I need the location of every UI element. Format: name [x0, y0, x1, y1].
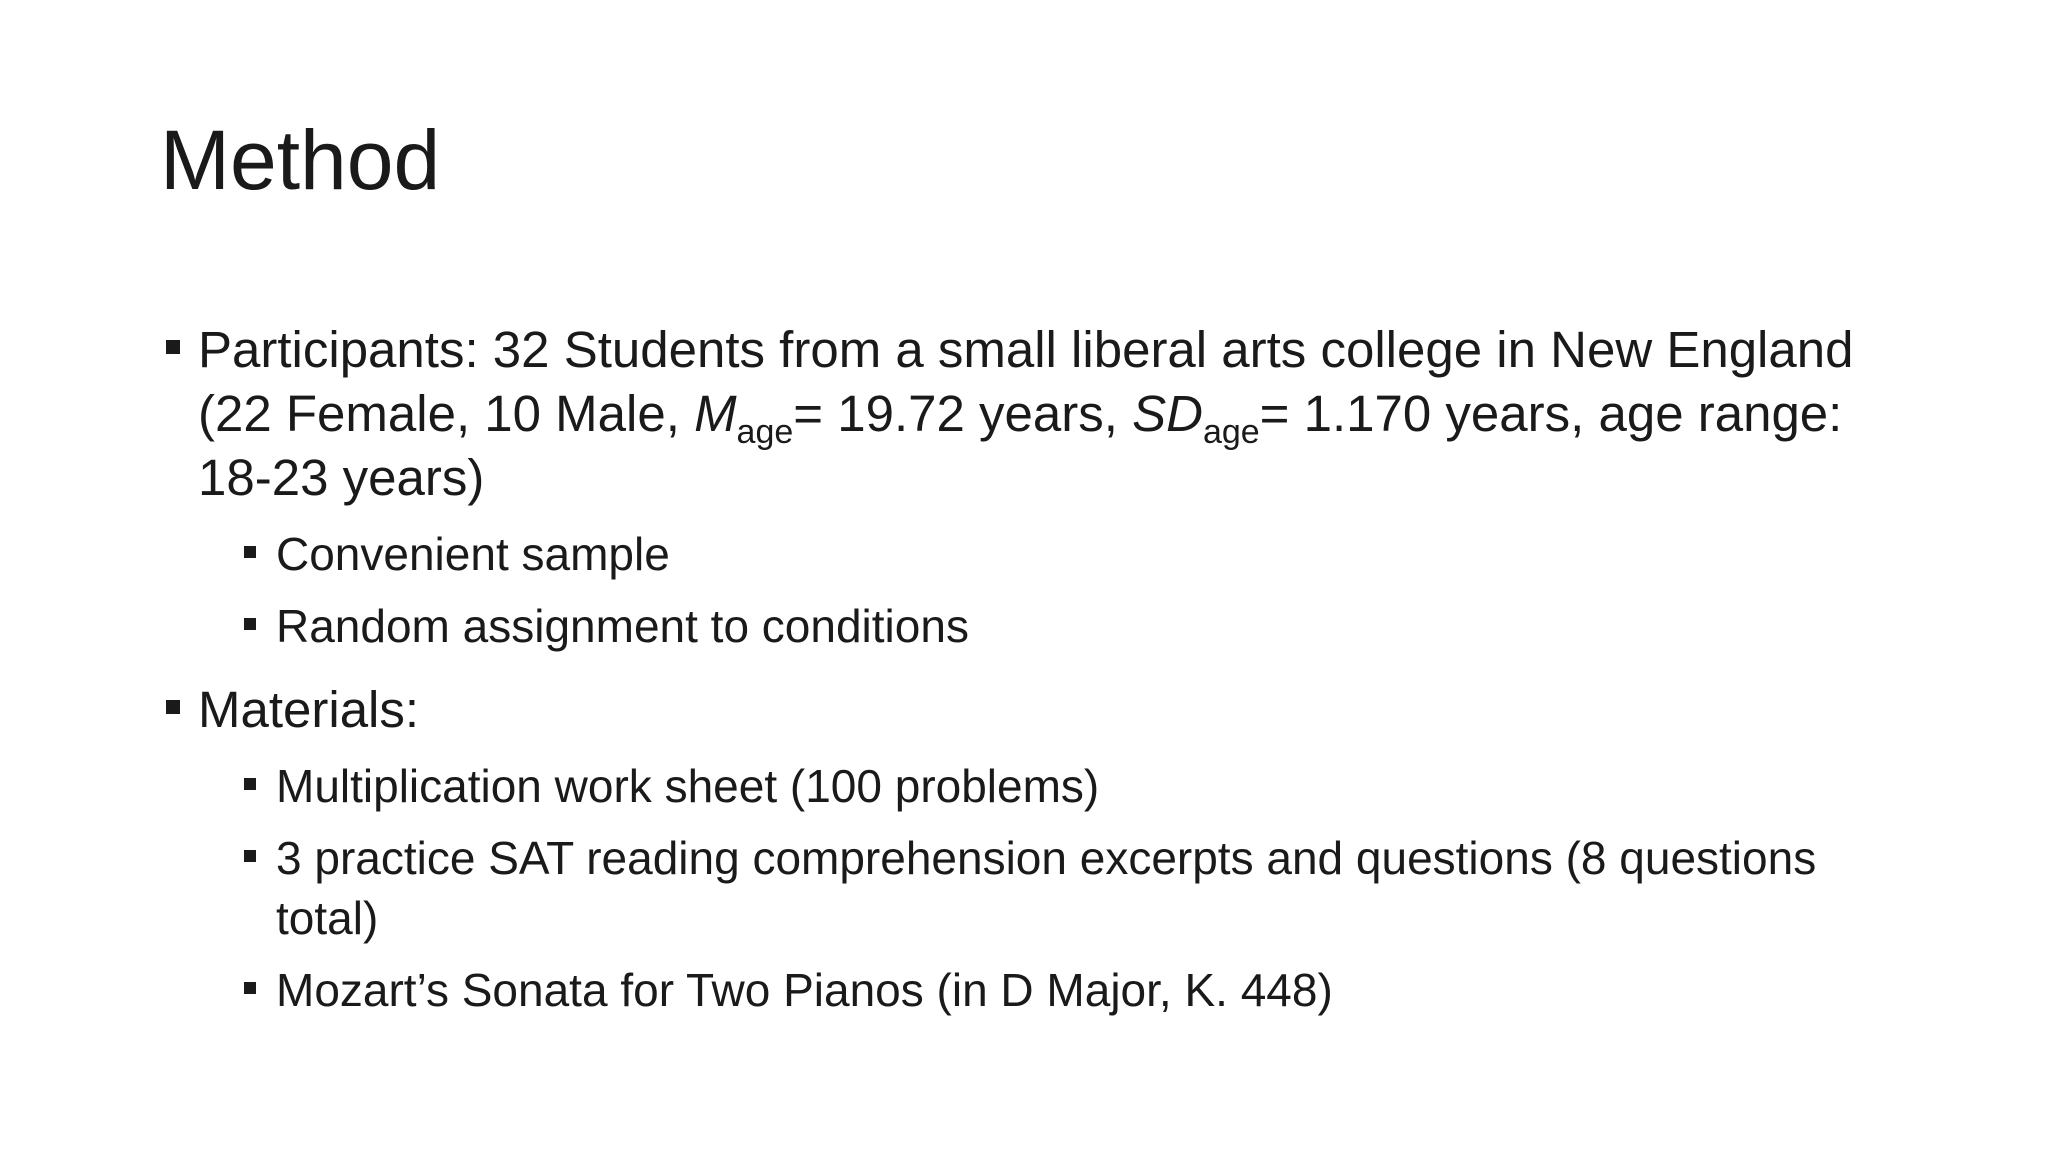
- sd-symbol: SD: [1132, 385, 1203, 442]
- sub-bullet-mozart-sonata: [160, 960, 1920, 1020]
- sub-bullet-random-assignment: [160, 596, 1920, 656]
- slide-title: Method: [160, 113, 441, 207]
- square-bullet-icon: [244, 778, 256, 790]
- sub-bullet-multiplication-sheet: [160, 756, 1920, 816]
- sub-bullet-text: Multiplication work sheet (100 problems): [276, 760, 1100, 812]
- materials-label: Materials:: [198, 681, 420, 738]
- square-bullet-icon: [166, 700, 180, 714]
- square-bullet-icon: [244, 618, 256, 630]
- mean-symbol: M: [694, 385, 737, 442]
- square-bullet-icon: [244, 982, 256, 994]
- participants-text: [198, 318, 1920, 510]
- sub-bullet-text: Mozart’s Sonata for Two Pianos (in D Major, K. 448): [276, 964, 1333, 1016]
- sub-bullet-text: Random assignment to conditions: [276, 600, 969, 652]
- sd-value: = 1.170 years, age range: 18-23 years): [198, 385, 1843, 506]
- participants-lead: Participants: 32 Students from a small liberal arts college in New England (22 Female, 10 Male,: [198, 321, 1854, 442]
- bullet-materials: [160, 678, 1920, 742]
- sub-bullet-text: Convenient sample: [276, 528, 670, 580]
- square-bullet-icon: [244, 546, 256, 558]
- sd-subscript: age: [1202, 413, 1260, 451]
- square-bullet-icon: [244, 850, 256, 862]
- slide-body: [160, 318, 1920, 1032]
- square-bullet-icon: [166, 340, 180, 354]
- sub-bullet-text: 3 practice SAT reading comprehension excerpts and questions (8 questions total): [276, 832, 1817, 944]
- sub-bullet-convenient-sample: [160, 524, 1920, 584]
- mean-subscript: age: [736, 413, 794, 451]
- sub-bullet-sat-excerpts: [160, 828, 1920, 948]
- bullet-participants: [160, 318, 1920, 510]
- mean-value: = 19.72 years,: [793, 385, 1133, 442]
